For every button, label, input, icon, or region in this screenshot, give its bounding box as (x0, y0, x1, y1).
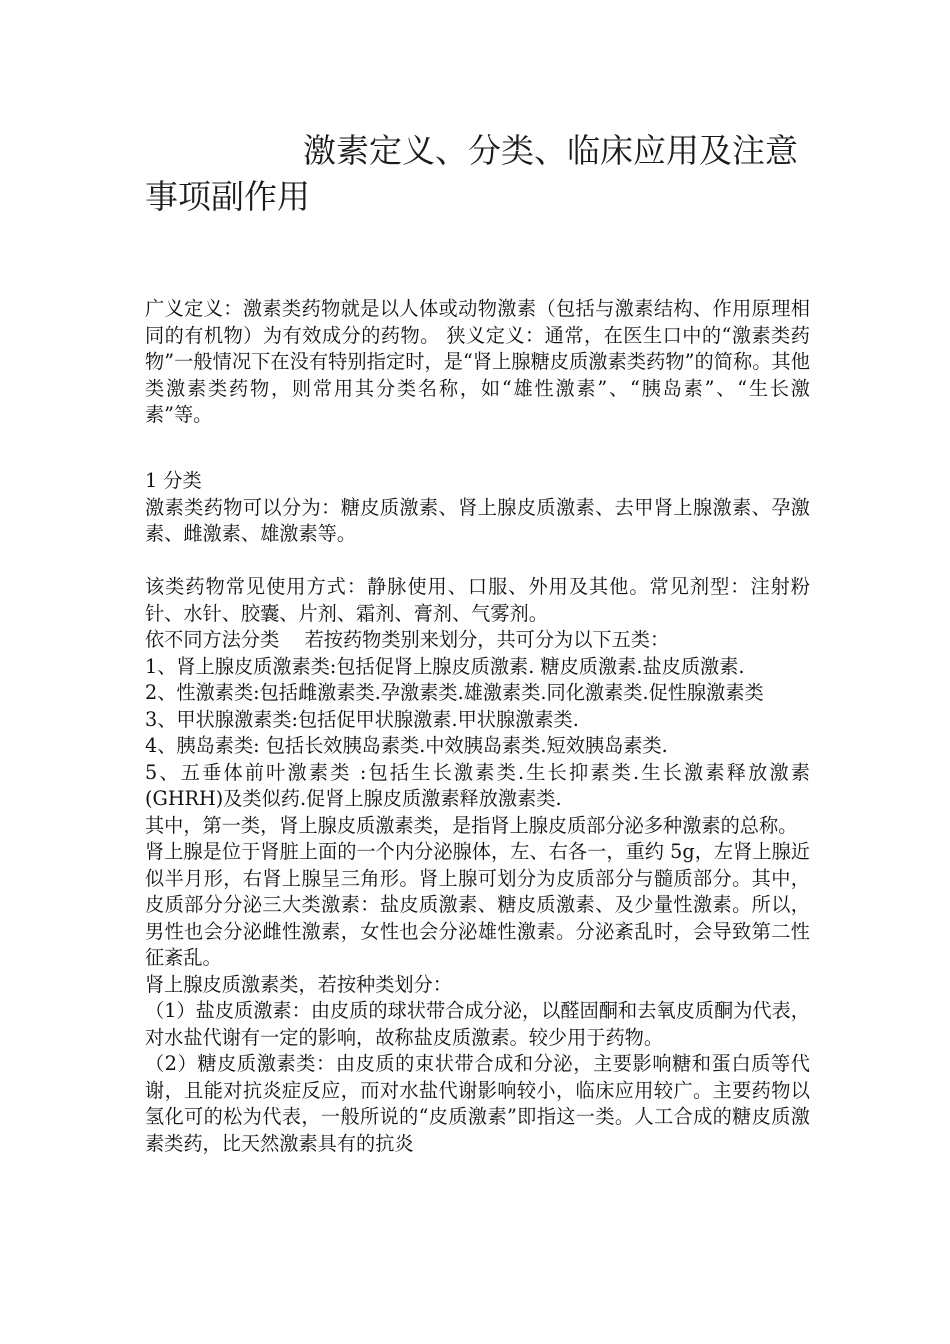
paragraph: （2）糖皮质激素类：由皮质的束状带合成和分泌，主要影响糖和蛋白质等代谢，且能对抗炎症反应，而对水盐代谢影响较小，临床应用较广。主要药物以氢化可的松为代表，一般所说的“皮质激素”即指这一类。人工合成的糖皮质激素类药，比天然激素具有的抗炎 (145, 1052, 810, 1155)
paragraph: 激素类药物可以分为：糖皮质激素、肾上腺皮质激素、去甲肾上腺激素、孕激素、雌激素、雄激素等。 (145, 495, 810, 545)
paragraph: 肾上腺是位于肾脏上面的一个内分泌腺体，左、右各一，重约 5g，左肾上腺近似半月形，右肾上腺呈三角形。肾上腺可划分为皮质部分与髓质部分。其中，皮质部分分泌三大类激素：盐皮质激素、糖皮质激素、及少量性激素。所以，男性也会分泌雌性激素，女性也会分泌雄性激素。分泌紊乱时，会导致第二性征紊乱。 (145, 840, 810, 969)
list-item: 4、胰岛素类: 包括长效胰岛素类.中效胰岛素类.短效胰岛素类. (145, 734, 668, 757)
list-item: 3、甲状腺激素类:包括促甲状腺激素.甲状腺激素类. (145, 707, 579, 731)
blank-line (145, 548, 810, 575)
paragraph: （1）盐皮质激素：由皮质的球状带合成分泌，以醛固酮和去氧皮质酮为代表，对水盐代谢有一定的影响，故称盐皮质激素。较少用于药物。 (145, 999, 810, 1049)
section-heading: 1 分类 (145, 469, 202, 492)
classification-section (145, 468, 810, 1157)
paragraph: 其中，第一类，肾上腺皮质激素类，是指肾上腺皮质部分泌多种激素的总称。 (145, 813, 798, 837)
paragraph: 该类药物常见使用方式：静脉使用、口服、外用及其他。常见剂型：注射粉针、水针、胶囊、片剂、霜剂、膏剂、气雾剂。 (145, 575, 810, 625)
list-item: 1、肾上腺皮质激素类:包括促肾上腺皮质激素. 糖皮质激素.盐皮质激素. (145, 654, 745, 678)
intro-paragraph (145, 296, 810, 429)
list-item: 2、性激素类:包括雌激素类.孕激素类.雄激素类.同化激素类.促性腺激素类 (145, 681, 764, 704)
definition-text: 广义定义：激素类药物就是以人体或动物激素（包括与激素结构、作用原理相同的有机物）为有效成分的药物。 狭义定义：通常，在医生口中的“激素类药物”一般情况下在没有特别指定时，是“肾上腺糖皮质激素类药物”的简称。其他类激素类药物，则常用其分类名称，如“雄性激素”、“胰岛素”、“生长激素”等。 (145, 297, 810, 426)
paragraph: 肾上腺皮质激素类，若按种类划分： (145, 972, 452, 996)
list-item: 5、五垂体前叶激素类 :包括生长激素类.生长抑素类.生长激素释放激素(GHRH)及类似药.促肾上腺皮质激素释放激素类. (145, 760, 810, 810)
paragraph: 依不同方法分类 若按药物类别来划分，共可分为以下五类： (145, 628, 670, 651)
document-title: 激素定义、分类、临床应用及注意事项副作用 (145, 131, 798, 216)
